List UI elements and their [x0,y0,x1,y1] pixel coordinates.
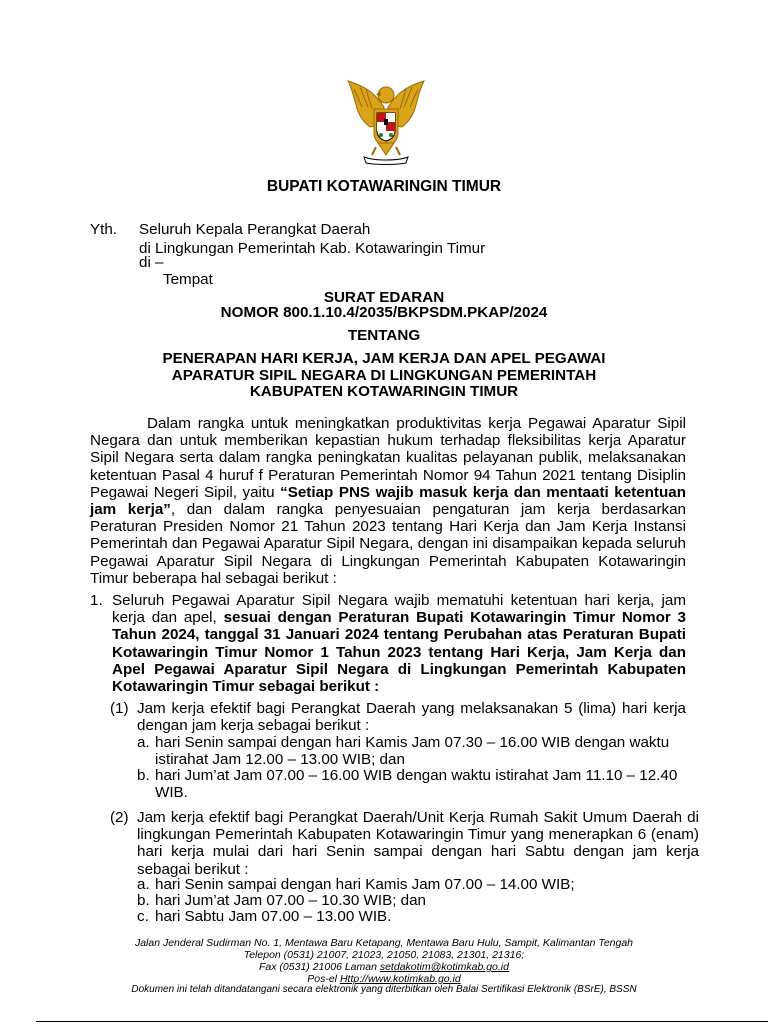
address-line-1: Seluruh Kepala Perangkat Daerah [139,221,371,238]
footer-web-link[interactable]: Http://www.kotimkab.go.id [339,973,461,985]
item-1-plain: Seluruh Pegawai Aparatur Sipil Negara wajib mematuhi ketentuan hari kerja, jam kerja dan apel, [112,592,686,627]
item-1-bold: sesuai dengan Peraturan Bupati Kotawaringin Timur Nomor 3 Tahun 2024, tanggal 31 Januari 2024 tentang Perubahan atas Peraturan Bupati Kotawaringin Timur Nomor 1 Tahun 2023 tentang Hari Kerja, Jam Kerja dan Apel Pegawai Aparatur Sipil Negara di Lingkungan Pemerintah Kabupaten Kotawaringin Timur sebagai berikut : [112,609,686,696]
item-1-number: 1. [90,592,103,609]
intro-quote: “Setiap PNS wajib masuk kerja dan mentaati ketentuan jam kerja” [90,483,686,519]
footer-address: Jalan Jenderal Sudirman No. 1, Mentawa Baru Ketapang, Mentawa Baru Hulu, Sampit, Kalimantan Tengah [134,937,634,949]
sub-2-a-label: a. [137,876,150,893]
intro-text-1: Dalam rangka untuk meningkatkan produktivitas kerja Pegawai Aparatur Sipil Negara dan untuk memberikan kepastian hukum terhadap fleksibilitas kerja Aparatur Sipil Negara serta dalam rangka peningkatan kualitas pelayanan publik, melaksanakan ketentuan Pasal 4 huruf f Peraturan Pemerintah Nomor 94 Tahun 2021 tentang Disiplin Pegawai Negeri Sipil, yaitu [90,415,686,501]
sub-1-b-text: hari Jum’at Jam 07.00 – 16.00 WIB dengan waktu istirahat Jam 11.10 – 12.40 WIB. [155,767,678,802]
intro-paragraph [90,415,686,587]
circular-subject-line-1: PENERAPAN HARI KERJA, JAM KERJA DAN APEL PEGAWAI [162,350,606,367]
sub-1-a-label: a. [137,734,150,751]
sub-1-b-label: b. [137,767,150,784]
address-label: Yth. [90,221,118,238]
circular-number: NOMOR 800.1.10.4/2035/BKPSDM.PKAP/2024 [220,304,548,321]
sub-2-c-text: hari Sabtu Jam 07.00 – 13.00 WIB. [155,908,392,925]
footer-divider [36,1021,768,1022]
sub-1-a-text: hari Senin sampai dengan hari Kamis Jam 07.30 – 16.00 WIB dengan waktu istirahat Jam 12.00 – 13.00 WIB; dan [155,734,670,769]
address-line-3: di – [139,254,164,271]
sub-2-c-label: c. [137,908,149,925]
address-line-4: Tempat [163,271,213,288]
sub-2-b-text: hari Jum’at Jam 07.00 – 10.30 WIB; dan [155,892,426,909]
address-line-2: di Lingkungan Pemerintah Kab. Kotawaringin Timur [139,240,486,257]
sub-2-b-label: b. [137,892,150,909]
circular-type: SURAT EDARAN [323,289,445,306]
sub-2-a-text: hari Senin sampai dengan hari Kamis Jam 07.00 – 14.00 WIB; [155,876,575,893]
circular-subject-line-3: KABUPATEN KOTAWARINGIN TIMUR [249,383,519,400]
circular-subject-line-2: APARATUR SIPIL NEGARA DI LINGKUNGAN PEMERINTAH [171,367,597,384]
sub-1-number: (1) [110,700,129,717]
header-title: BUPATI KOTAWARINGIN TIMUR [266,178,502,195]
footer-email-link[interactable]: setdakotim@kotimkab.go.id [379,961,509,973]
footer-fax [0,961,768,973]
sub-2-number: (2) [110,809,129,826]
sub-2-text: Jam kerja efektif bagi Perangkat Daerah/Unit Kerja Rumah Sakit Umum Daerah di lingkungan Pemerintah Kabupaten Kotawaringin Timur yang menerapkan 6 (enam) hari kerja mulai dari hari Senin sampai dengan hari Sabtu dengan jam kerja sebagai berikut : [137,809,699,878]
footer-fax-prefix: Fax (0531) 21006 Laman [259,961,380,973]
footer-esign-note: Dokumen ini telah ditandatangani secara elektronik yang diterbitkan oleh Balai Sertifikasi Elektronik (BSrE), BSSN [131,984,637,995]
item-1-text [112,592,686,695]
circular-about: TENTANG [347,327,421,344]
intro-text-2: , dan dalam rangka penyesuaian pengaturan jam kerja berdasarkan Peraturan Presiden Nomor 21 Tahun 2023 tentang Hari Kerja dan Jam Kerja Instansi Pemerintah dan Pegawai Aparatur Sipil Negara, dengan ini disampaikan kepada seluruh Pegawai Aparatur Sipil Negara di Lingkungan Pemerintah Kabupaten Kotawaringin Timur beberapa hal sebagai berikut : [90,501,686,587]
footer-phone: Telepon (0531) 21007, 21023, 21050, 21083, 21301, 21316; [243,949,525,961]
sub-1-text: Jam kerja efektif bagi Perangkat Daerah yang melaksanakan 5 (lima) hari kerja dengan jam kerja sebagai berikut : [137,700,686,735]
footer-web-prefix: Pos-el [307,973,340,985]
garuda-emblem-icon [340,77,432,165]
